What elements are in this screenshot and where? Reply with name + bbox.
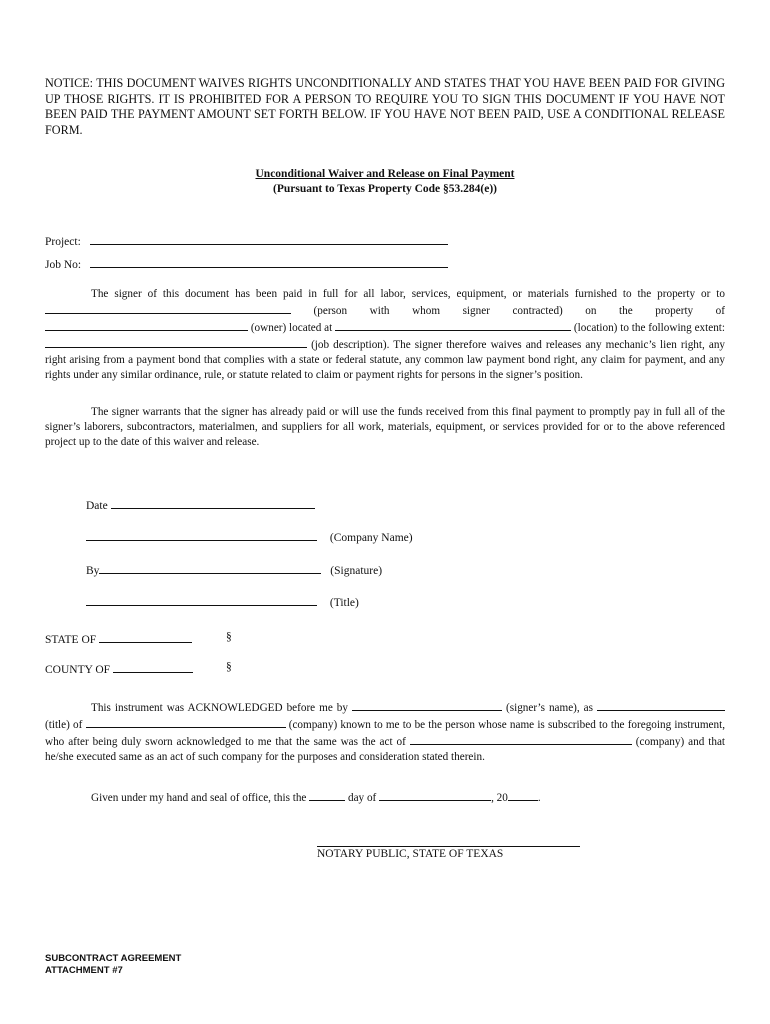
given-text-c: , 20: [491, 792, 508, 804]
company-name-line: [86, 529, 413, 544]
ack-company-2-blank[interactable]: [410, 733, 632, 745]
contractor-blank[interactable]: [45, 302, 291, 314]
company-name-label: (Company Name): [329, 532, 413, 544]
month-blank[interactable]: [379, 789, 491, 801]
ack-text-b: (signer’s name), as: [506, 702, 594, 714]
by-label: By: [86, 565, 100, 577]
title-line-1: Unconditional Waiver and Release on Final Payment: [255, 168, 515, 180]
date-line: [86, 497, 315, 512]
notary-label: NOTARY PUBLIC, STATE OF TEXAS: [317, 848, 504, 860]
county-blank[interactable]: [113, 661, 193, 673]
job-number-label: Job No:: [45, 259, 82, 271]
waiver-text-a: The signer of this document has been paid in full for all labor, services, equipment, or materials furnished to the property or to: [91, 288, 725, 300]
county-of-line: [45, 661, 193, 676]
notice-text: NOTICE: THIS DOCUMENT WAIVES RIGHTS UNCONDITIONALLY AND STATES THAT YOU HAVE BEEN PAID FOR GIVING UP THOSE RIGHTS. IT IS PROHIBITED FOR A PERSON TO REQUIRE YOU TO SIGN THIS DOCUMENT IF YOU HAVE NOT BEEN PAID THE PAYMENT AMOUNT SET FORTH BELOW. IF YOU HAVE NOT BEEN PAID, USE A CONDITIONAL RELEASE FORM.: [45, 76, 725, 137]
ack-text-c: (title) of: [45, 719, 83, 731]
waiver-text-b: (person with whom signer contracted) on the property of: [313, 305, 726, 317]
title-line: [86, 594, 359, 609]
given-text-d: .: [537, 792, 541, 804]
document-title: [45, 167, 725, 197]
job-description-blank[interactable]: [45, 336, 307, 348]
given-line: [45, 789, 725, 806]
warranty-text: The signer warrants that the signer has already paid or will use the funds received from this final payment to promptly pay in full all of the signer’s laborers, subcontractors, materialmen, and suppliers for all work, materials, equipment, or services provided for or to the above referenced project up to the date of this waiver and release.: [45, 406, 725, 448]
waiver-paragraph: [45, 287, 725, 383]
acknowledgment-paragraph: [45, 699, 725, 765]
company-name-blank[interactable]: [86, 529, 317, 541]
signer-name-blank[interactable]: [352, 699, 502, 711]
location-blank[interactable]: [335, 319, 571, 331]
given-text-b: day of: [348, 792, 377, 804]
project-field: [45, 233, 448, 248]
job-number-blank[interactable]: [90, 256, 448, 268]
ack-text-d: (company) known to me to be the person whose name is subscribed to the foregoing instrument, who after being duly sworn acknowledged to me that the same was the act of: [45, 719, 726, 748]
waiver-text-e: (job description). The signer therefore waives and releases any mechanic’s lien right, any right arising from a payment bond that complies with a state or federal statute, any common law payment bond right, any claim for payment, and any rights under any similar ordinance, rule, or statute related to claim or payment rights for persons in the signer’s position.: [45, 339, 726, 381]
footer-line-2: ATTACHMENT #7: [45, 965, 123, 976]
ack-text-e: (company) and that he/she executed same as an act of such company for the purposes and consideration stated therein.: [45, 736, 726, 763]
given-text-a: Given under my hand and seal of office, this the: [91, 792, 307, 804]
signature-label: (Signature): [330, 565, 383, 577]
title-blank[interactable]: [86, 594, 317, 606]
state-of-line: [45, 631, 192, 646]
waiver-text-c: (owner) located at: [250, 322, 333, 334]
footer-line-1: SUBCONTRACT AGREEMENT: [45, 953, 182, 964]
ack-text-a: This instrument was ACKNOWLEDGED before me by: [91, 702, 348, 714]
job-number-field: [45, 256, 448, 271]
section-symbol-state: §: [226, 631, 232, 643]
waiver-text-d: (location) to the following extent:: [573, 322, 726, 334]
signature-line: [86, 562, 382, 577]
notary-signature-line[interactable]: [317, 846, 580, 847]
owner-blank[interactable]: [45, 319, 248, 331]
section-symbol-county: §: [226, 661, 232, 673]
project-label: Project:: [45, 236, 81, 248]
ack-title-blank[interactable]: [597, 699, 725, 711]
project-blank[interactable]: [90, 233, 448, 245]
day-blank[interactable]: [309, 789, 345, 801]
year-blank[interactable]: [508, 789, 538, 801]
ack-company-blank[interactable]: [86, 716, 286, 728]
signature-blank[interactable]: [99, 562, 321, 574]
state-of-label: STATE OF: [45, 634, 97, 646]
state-blank[interactable]: [99, 631, 192, 643]
title-line-2: (Pursuant to Texas Property Code §53.284(e)): [272, 183, 498, 195]
title-label: (Title): [329, 597, 359, 609]
warranty-paragraph: [45, 405, 725, 450]
footer: [45, 953, 181, 977]
date-label: Date: [86, 500, 108, 512]
date-blank[interactable]: [111, 497, 315, 509]
county-of-label: COUNTY OF: [45, 664, 111, 676]
